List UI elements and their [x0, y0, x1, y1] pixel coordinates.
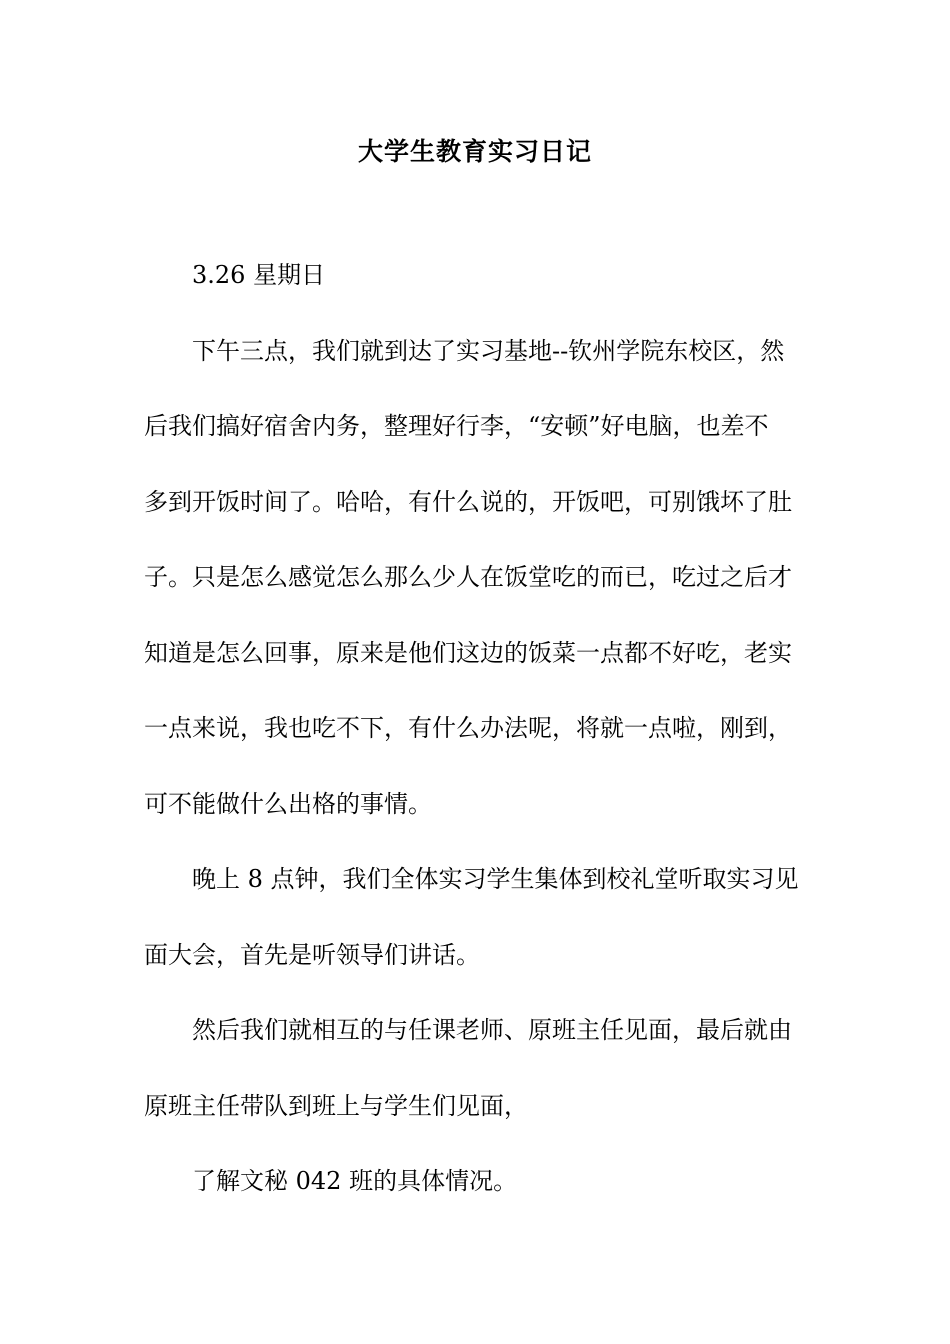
paragraph-line: 后我们搞好宿舍内务，整理好行李，“安顿”好电脑，也差不	[144, 412, 769, 440]
paragraph-line: 知道是怎么回事，原来是他们这边的饭菜一点都不好吃，老实	[144, 638, 792, 667]
document-title: 大学生教育实习日记	[357, 137, 592, 166]
paragraph-line: 多到开饭时间了。哈哈，有什么说的，开饭吧，可别饿坏了肚	[144, 487, 792, 516]
paragraph-line: 晚上 8 点钟，我们全体实习学生集体到校礼堂听取实习见	[192, 865, 799, 893]
paragraph-line: 然后我们就相互的与任课老师、原班主任见面，最后就由	[192, 1016, 792, 1044]
paragraph-line: 原班主任带队到班上与学生们见面，	[144, 1091, 528, 1120]
paragraph-line: 可不能做什么出格的事情。	[144, 789, 432, 818]
paragraph-line: 下午三点，我们就到达了实习基地--钦州学院东校区，然	[192, 336, 785, 365]
document-body	[144, 256, 806, 1238]
paragraph-line: 了解文秘 042 班的具体情况。	[192, 1167, 518, 1195]
paragraph-line: 子。只是怎么感觉怎么那么少人在饭堂吃的而已，吃过之后才	[144, 563, 792, 591]
paragraph-line: 一点来说，我也吃不下，有什么办法呢，将就一点啦，刚到，	[144, 714, 792, 742]
paragraph-line: 3.26 星期日	[192, 261, 326, 289]
paragraph-afternoon	[144, 332, 806, 861]
paragraph-line: 面大会，首先是听领导们讲话。	[144, 940, 480, 969]
paragraph-class-info	[144, 1162, 806, 1238]
paragraph-evening	[144, 860, 806, 1011]
paragraph-meeting	[144, 1011, 806, 1162]
paragraph-date	[144, 256, 806, 332]
